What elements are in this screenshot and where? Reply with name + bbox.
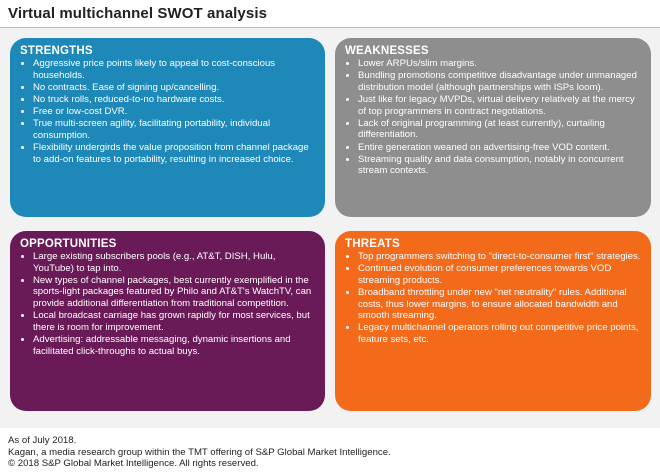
weaknesses-quadrant bbox=[335, 38, 651, 217]
list-item: • Entire generation weaned on advertising-free VOD content. bbox=[358, 142, 641, 154]
footnote-copyright: © 2018 S&P Global Market Intelligence. All rights reserved. bbox=[8, 458, 259, 469]
weaknesses-list bbox=[345, 58, 641, 177]
page-title: Virtual multichannel SWOT analysis bbox=[8, 5, 268, 22]
list-item: • No truck rolls, reduced-to-no hardware costs. bbox=[33, 94, 315, 106]
source-footnote bbox=[8, 435, 391, 470]
threats-quadrant bbox=[335, 231, 651, 411]
list-item: • Just like for legacy MVPDs, virtual delivery relatively at the mercy of top programmers in contract negotiations. bbox=[358, 94, 641, 117]
footnote-date: As of July 2018. bbox=[8, 435, 77, 446]
opportunities-heading: OPPORTUNITIES bbox=[20, 238, 117, 250]
list-item: • Lower ARPUs/slim margins. bbox=[358, 58, 641, 70]
list-item: • Lack of original programming (at least currently), curtailing differentiation. bbox=[358, 118, 641, 141]
opportunities-quadrant bbox=[10, 231, 325, 411]
list-item: • Legacy multichannel operators rolling out competitive price points, feature sets, etc. bbox=[358, 322, 641, 345]
list-item: • Bundling promotions competitive disadvantage under unmanaged distribution model (although partnerships with ISPs loom). bbox=[358, 70, 641, 93]
threats-list bbox=[345, 251, 641, 346]
footnote-source: Kagan, a media research group within the TMT offering of S&P Global Market Intelligence. bbox=[8, 446, 391, 458]
list-item: • Streaming quality and data consumption, notably in concurrent stream contexts. bbox=[358, 154, 641, 177]
opportunities-list bbox=[20, 251, 315, 357]
list-item: • Large existing subscribers pools (e.g., AT&T, DISH, Hulu, YouTube) to tap into. bbox=[33, 251, 315, 274]
list-item: • Top programmers switching to "direct-to-consumer first" strategies. bbox=[358, 251, 641, 263]
strengths-quadrant bbox=[10, 38, 325, 217]
list-item: • Aggressive price points likely to appeal to cost-conscious households. bbox=[33, 58, 315, 81]
list-item: • Flexibility undergirds the value proposition from channel package to add-on features to portability, resulting in increased choice. bbox=[33, 142, 315, 165]
list-item: • No contracts. Ease of signing up/cancelling. bbox=[33, 82, 315, 94]
weaknesses-heading: WEAKNESSES bbox=[345, 45, 429, 57]
list-item: • True multi-screen agility, facilitating portability, individual consumption. bbox=[33, 118, 315, 141]
threats-heading: THREATS bbox=[345, 238, 400, 250]
list-item: • New types of channel packages, best currently exemplified in the sports-light packages featured by Philo and AT&T's WatchTV, can provide additional differentiation from traditional competition. bbox=[33, 275, 315, 310]
list-item: • Free or low-cost DVR. bbox=[33, 106, 315, 118]
list-item: • Continued evolution of consumer preferences towards VOD streaming products. bbox=[358, 263, 641, 286]
list-item: • Broadband throttling under new "net neutrality" rules. Additional costs, thus lower margins, to ensure allocated bandwidth and smooth streaming. bbox=[358, 287, 641, 322]
list-item: • Local broadcast carriage has grown rapidly for most services, but there is room for improvement. bbox=[33, 310, 315, 333]
strengths-heading: STRENGTHS bbox=[20, 45, 93, 57]
list-item: • Advertising: addressable messaging, dynamic insertions and facilitated click-throughs to actual buys. bbox=[33, 334, 315, 357]
strengths-list bbox=[20, 58, 315, 165]
